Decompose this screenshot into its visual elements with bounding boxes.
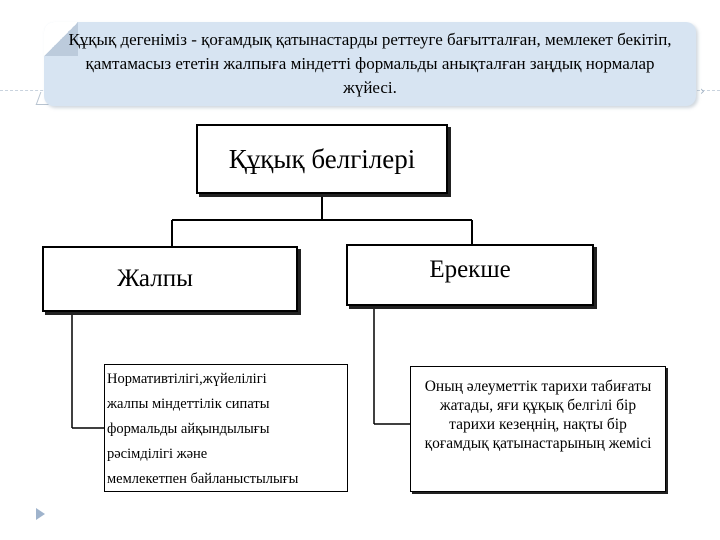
special-description-box — [410, 366, 666, 492]
special-description-text: Оның әлеуметтік тарихи табиғаты жатады, яғи құқық белгілі бір тарихи кезеңнің, нақты бір қоғамдық қатынастарының жемісі — [424, 378, 652, 452]
chevron-right-icon: › — [700, 84, 705, 98]
next-slide-arrow-icon[interactable] — [36, 508, 45, 520]
definition-text: Құқық дегеніміз - қоғамдық қатынастарды реттеуге бағытталған, мемлекет бекітіп, қамтамасыз ететін жалпыға міндетті формальды анықталған заңдық нормалар жүйесі. — [68, 30, 672, 97]
list-item: формальды айқындылығы — [107, 421, 270, 437]
special-node — [346, 244, 594, 306]
general-features-list — [104, 364, 348, 492]
list-item: рәсімділігі және — [107, 446, 208, 462]
list-item: Нормативтілігі,жүйелілігі — [107, 371, 267, 387]
root-node — [196, 124, 448, 194]
list-item: жалпы міндеттілік сипаты — [107, 396, 270, 412]
special-label: Ерекше — [429, 256, 511, 283]
general-node — [42, 246, 298, 312]
list-item: мемлекетпен байланыстылығы — [107, 471, 299, 487]
root-label: Құқық белгілері — [228, 143, 416, 174]
general-label: Жалпы — [117, 265, 193, 292]
